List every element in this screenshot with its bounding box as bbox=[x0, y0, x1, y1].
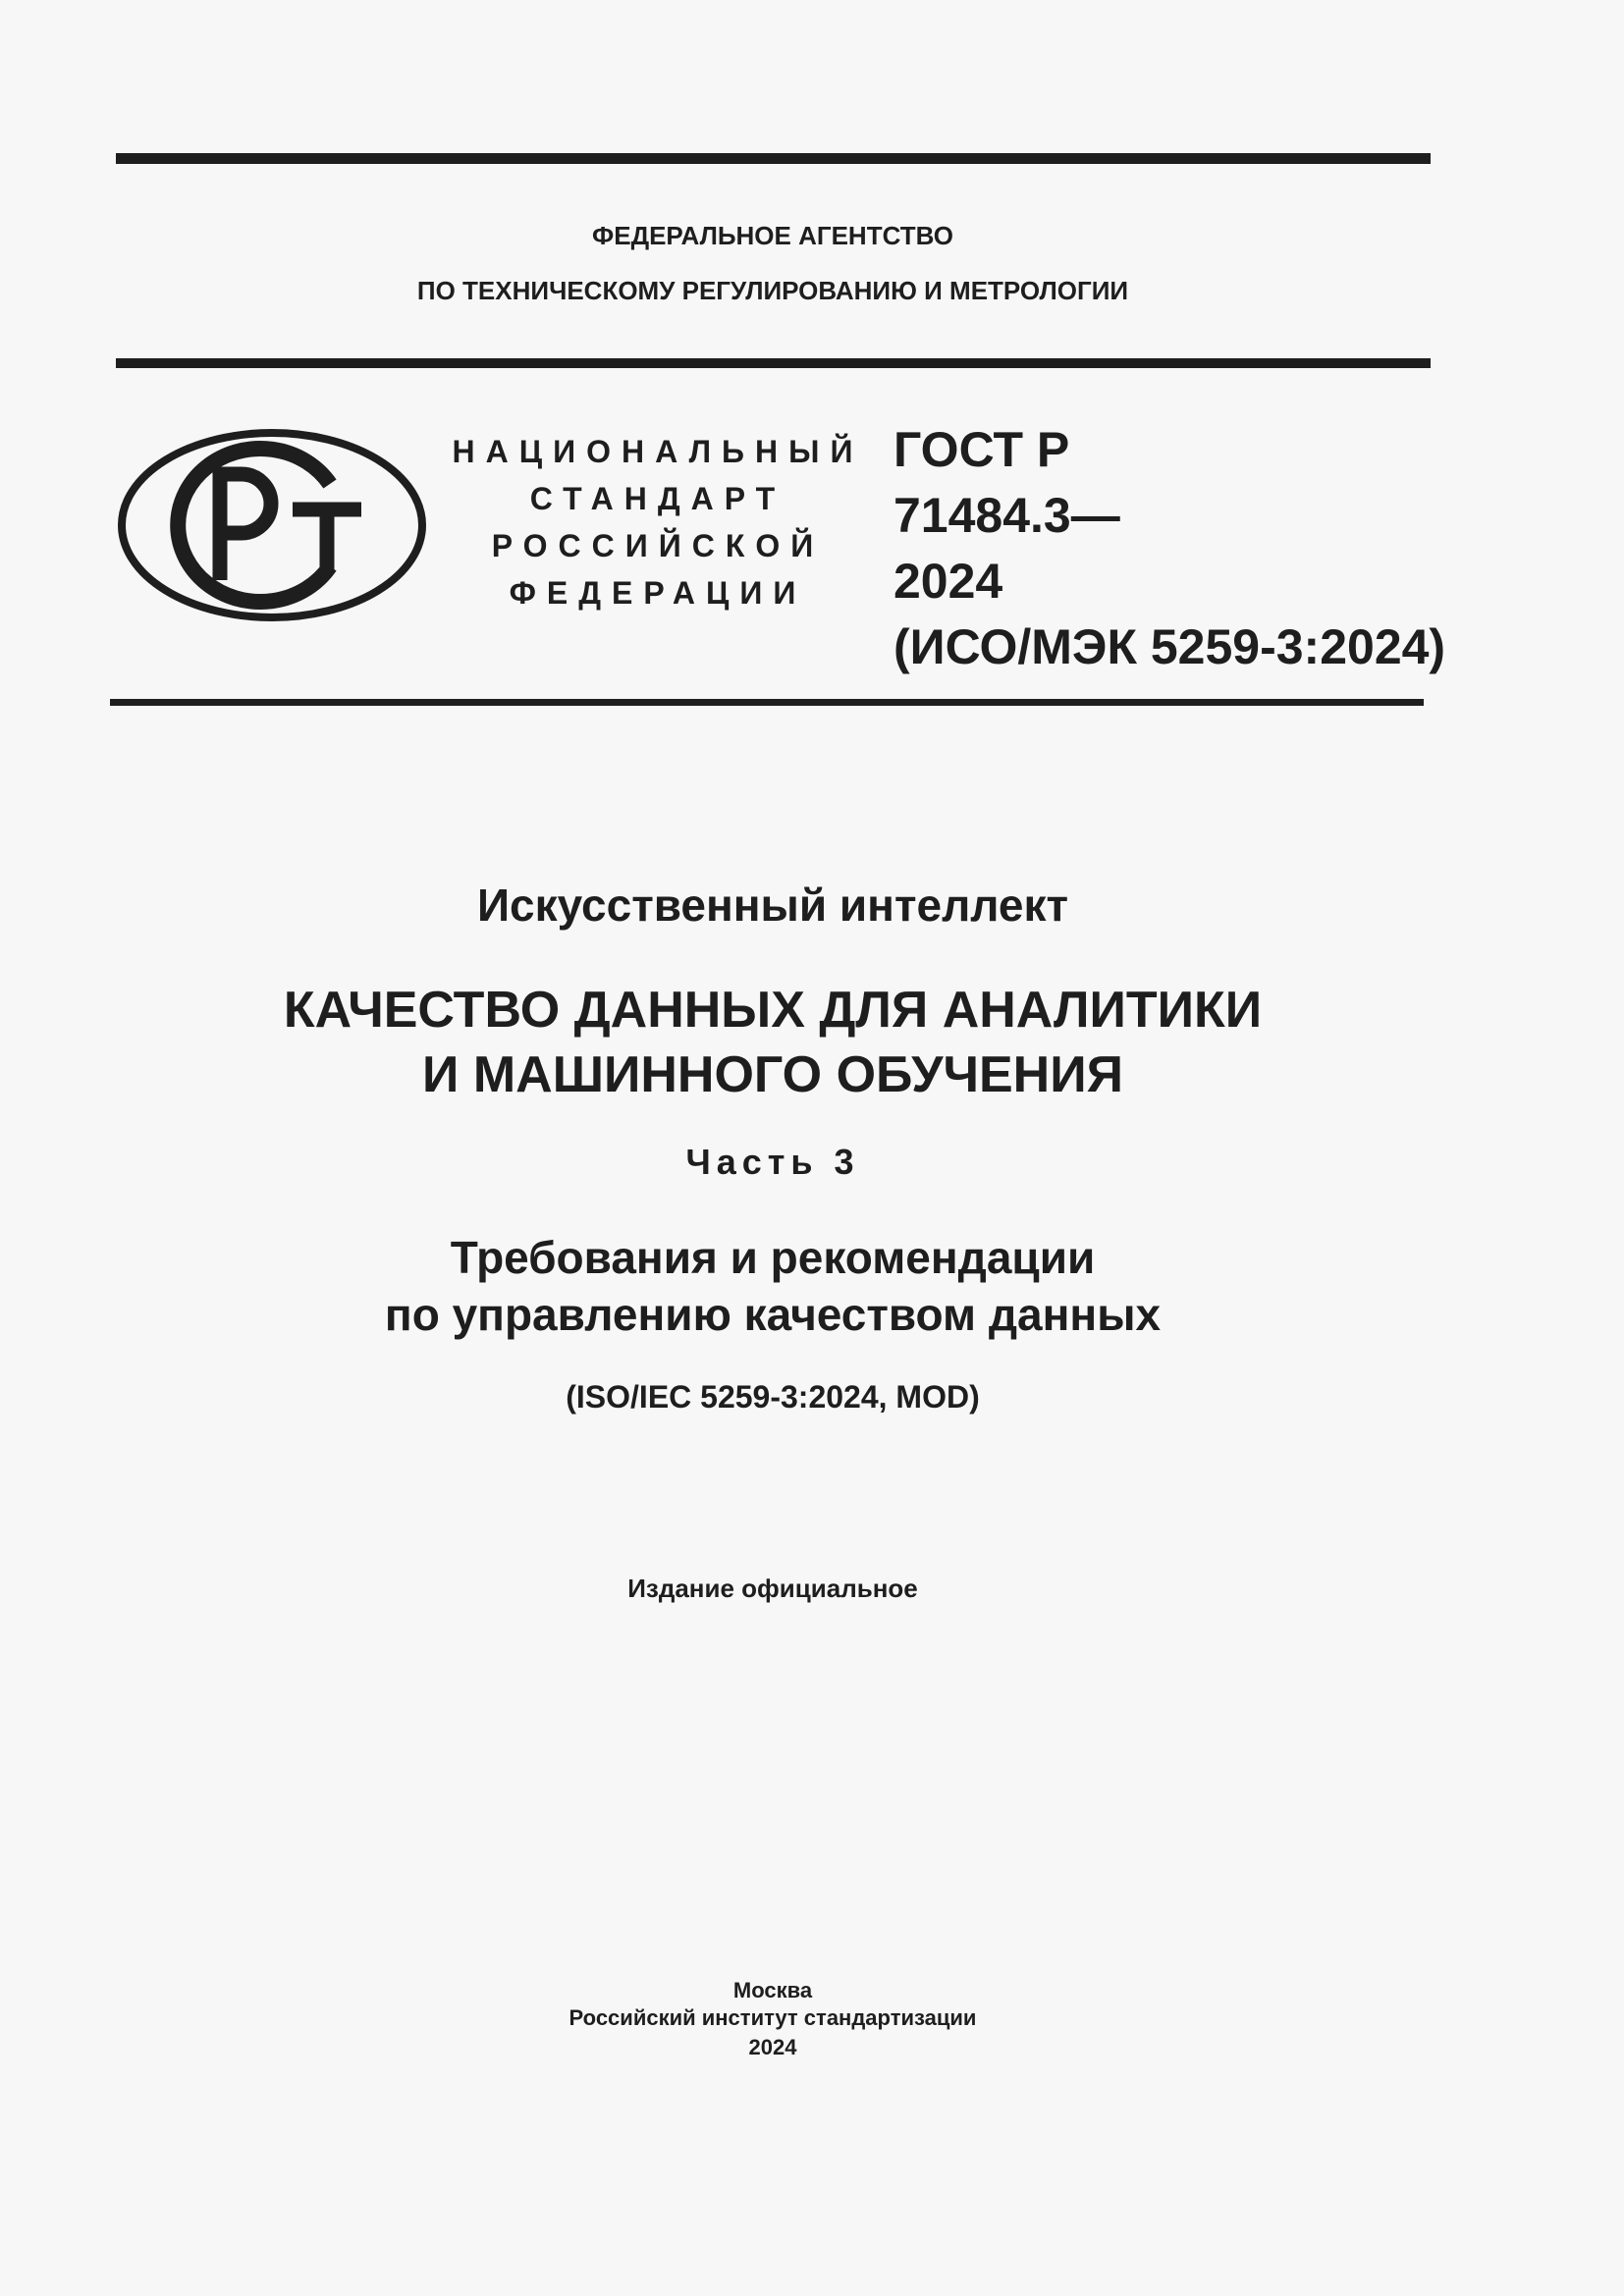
agency-line-2: ПО ТЕХНИЧЕСКОМУ РЕГУЛИРОВАНИЮ И МЕТРОЛОГИИ bbox=[416, 276, 1129, 305]
imprint-city: Москва bbox=[732, 1978, 813, 2002]
international-reference: (ISO/IEC 5259-3:2024, MOD) bbox=[566, 1379, 980, 1415]
national-standard-line-4: ФЕДЕРАЦИИ bbox=[509, 575, 807, 611]
rst-conformity-mark-icon bbox=[116, 427, 428, 623]
national-standard-line-1: НАЦИОНАЛЬНЫЙ bbox=[452, 434, 864, 469]
main-title-line-1: КАЧЕСТВО ДАННЫХ ДЛЯ АНАЛИТИКИ bbox=[283, 982, 1263, 1039]
national-standard-line-3: РОССИЙСКОЙ bbox=[491, 528, 825, 563]
designation-line-3: 2024 bbox=[893, 554, 1003, 609]
top-rule bbox=[116, 153, 1431, 164]
agency-rule bbox=[116, 358, 1431, 368]
national-standard-line-2: СТАНДАРТ bbox=[529, 481, 786, 516]
subject-field: Искусственный интеллект bbox=[476, 880, 1069, 931]
imprint-publisher: Российский институт стандартизации bbox=[568, 2005, 977, 2030]
edition-label: Издание официальное bbox=[627, 1574, 918, 1603]
header-rule bbox=[110, 699, 1424, 706]
imprint-year: 2024 bbox=[748, 2035, 797, 2059]
subtitle-line-1: Требования и рекомендации bbox=[450, 1232, 1096, 1283]
designation-line-1: ГОСТ Р bbox=[893, 422, 1070, 477]
main-title-line-2: И МАШИННОГО ОБУЧЕНИЯ bbox=[422, 1046, 1123, 1103]
part-number: Часть 3 bbox=[685, 1142, 860, 1182]
designation-line-2: 71484.3— bbox=[893, 488, 1120, 543]
subtitle-line-2: по управлению качеством данных bbox=[384, 1289, 1162, 1340]
agency-line-1: ФЕДЕРАЛЬНОЕ АГЕНТСТВО bbox=[592, 221, 953, 250]
designation-line-4: (ИСО/МЭК 5259-3:2024) bbox=[893, 619, 1446, 674]
standard-designation bbox=[893, 417, 1445, 680]
national-standard-label bbox=[447, 428, 869, 616]
